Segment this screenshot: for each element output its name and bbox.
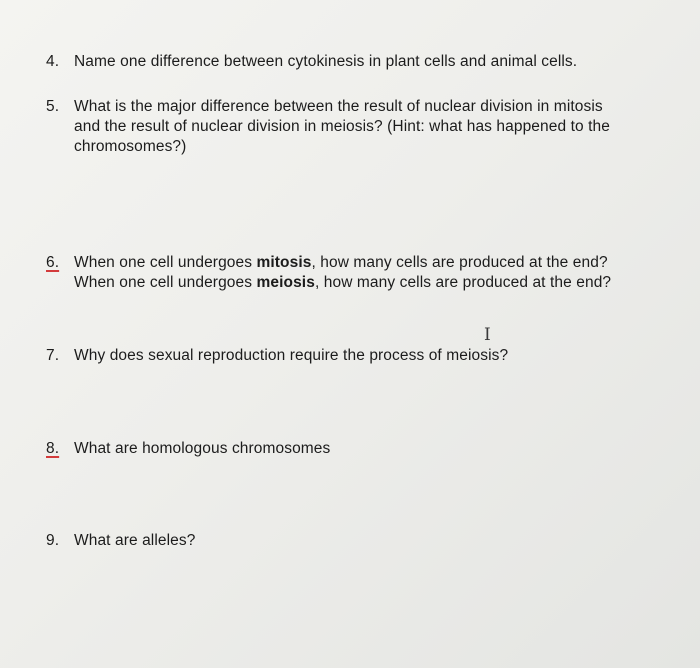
question-6-number: 6. bbox=[46, 254, 60, 271]
question-8-number: 8. bbox=[46, 440, 60, 457]
question-4-number: 4. bbox=[46, 53, 60, 70]
question-8 bbox=[46, 439, 330, 459]
question-4-text[interactable]: Name one difference between cytokinesis in plant cells and animal cells. bbox=[74, 53, 578, 70]
question-5 bbox=[46, 97, 610, 157]
question-9-number: 9. bbox=[46, 532, 60, 549]
question-5-text[interactable]: What is the major difference between the result of nuclear division in mitosis and the result of nuclear division in meiosis? (Hint: what has happened to the chromosomes?) bbox=[74, 98, 610, 155]
question-6-text[interactable]: When one cell undergoes mitosis, how many cells are produced at the end? When one cell undergoes meiosis, how many cells are produced at the end? bbox=[74, 254, 612, 291]
question-9 bbox=[46, 531, 195, 551]
question-9-text[interactable]: What are alleles? bbox=[74, 532, 196, 549]
question-5-number: 5. bbox=[46, 98, 60, 115]
question-7-text[interactable]: Why does sexual reproduction require the process of meiosis? bbox=[74, 347, 509, 364]
question-7 bbox=[46, 346, 508, 366]
text-cursor-icon: I bbox=[484, 325, 491, 345]
question-7-number: 7. bbox=[46, 347, 60, 364]
question-4 bbox=[46, 52, 577, 72]
question-6 bbox=[46, 253, 611, 293]
question-8-text[interactable]: What are homologous chromosomes bbox=[74, 440, 331, 457]
